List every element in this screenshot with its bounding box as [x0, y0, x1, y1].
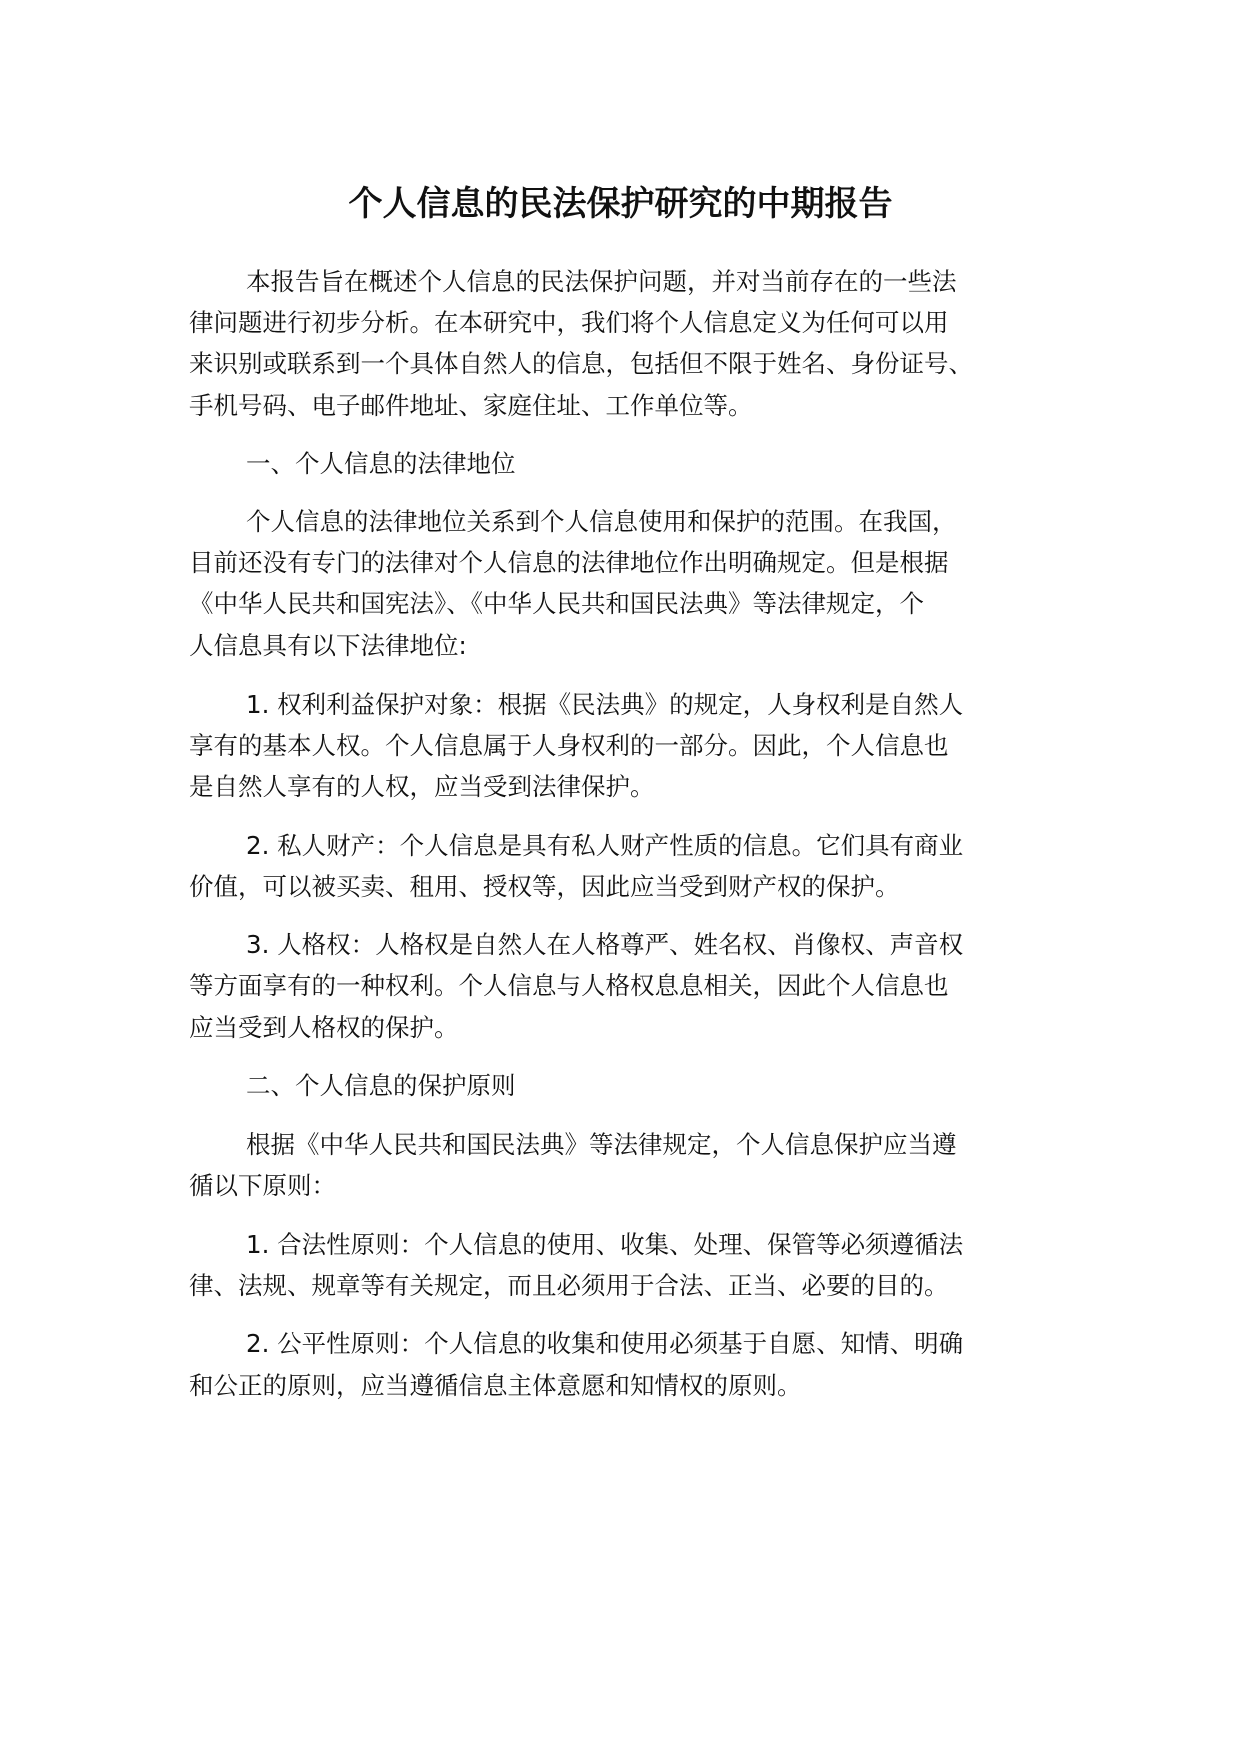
list-item-line: 是自然人享有的人权，应当受到法律保护。 [189, 772, 655, 801]
paragraph-line: 人信息具有以下法律地位: [189, 631, 467, 660]
paragraph-line: 手机号码、电子邮件地址、家庭住址、工作单位等。 [189, 391, 753, 420]
paragraph-line: 目前还没有专门的法律对个人信息的法律地位作出明确规定。但是根据 [189, 548, 949, 577]
page-title: 个人信息的民法保护研究的中期报告 [348, 184, 893, 224]
list-item-line: 应当受到人格权的保护。 [189, 1013, 459, 1042]
section-heading: 二、个人信息的保护原则 [246, 1071, 516, 1100]
list-item-line: 3. 人格权：人格权是自然人在人格尊严、姓名权、肖像权、声音权 [246, 930, 964, 959]
paragraph-line: 循以下原则： [189, 1171, 336, 1200]
section-heading: 一、个人信息的法律地位 [246, 449, 516, 478]
list-item-line: 律、法规、规章等有关规定，而且必须用于合法、正当、必要的目的。 [189, 1271, 949, 1300]
list-item-line: 1. 权利利益保护对象：根据《民法典》的规定，人身权利是自然人 [246, 690, 964, 719]
paragraph-line: 律问题进行初步分析。在本研究中，我们将个人信息定义为任何可以用 [189, 308, 949, 337]
paragraph-line: 根据《中华人民共和国民法典》等法律规定，个人信息保护应当遵 [246, 1130, 957, 1159]
paragraph-line: 《中华人民共和国宪法》、《中华人民共和国民法典》等法律规定，个 [189, 589, 924, 618]
list-item-line: 2. 私人财产：个人信息是具有私人财产性质的信息。它们具有商业 [246, 831, 964, 860]
list-item-line: 2. 公平性原则：个人信息的收集和使用必须基于自愿、知情、明确 [246, 1329, 964, 1358]
list-item-line: 1. 合法性原则：个人信息的使用、收集、处理、保管等必须遵循法 [246, 1230, 964, 1259]
paragraph-line: 个人信息的法律地位关系到个人信息使用和保护的范围。在我国， [246, 507, 957, 536]
paragraph-line: 本报告旨在概述个人信息的民法保护问题，并对当前存在的一些法 [246, 267, 957, 296]
list-item-line: 和公正的原则，应当遵循信息主体意愿和知情权的原则。 [189, 1371, 802, 1400]
list-item-line: 价值，可以被买卖、租用、授权等，因此应当受到财产权的保护。 [189, 872, 900, 901]
paragraph-line: 来识别或联系到一个具体自然人的信息，包括但不限于姓名、身份证号、 [189, 349, 973, 378]
list-item-line: 等方面享有的一种权利。个人信息与人格权息息相关，因此个人信息也 [189, 971, 949, 1000]
list-item-line: 享有的基本人权。个人信息属于人身权利的一部分。因此，个人信息也 [189, 731, 949, 760]
